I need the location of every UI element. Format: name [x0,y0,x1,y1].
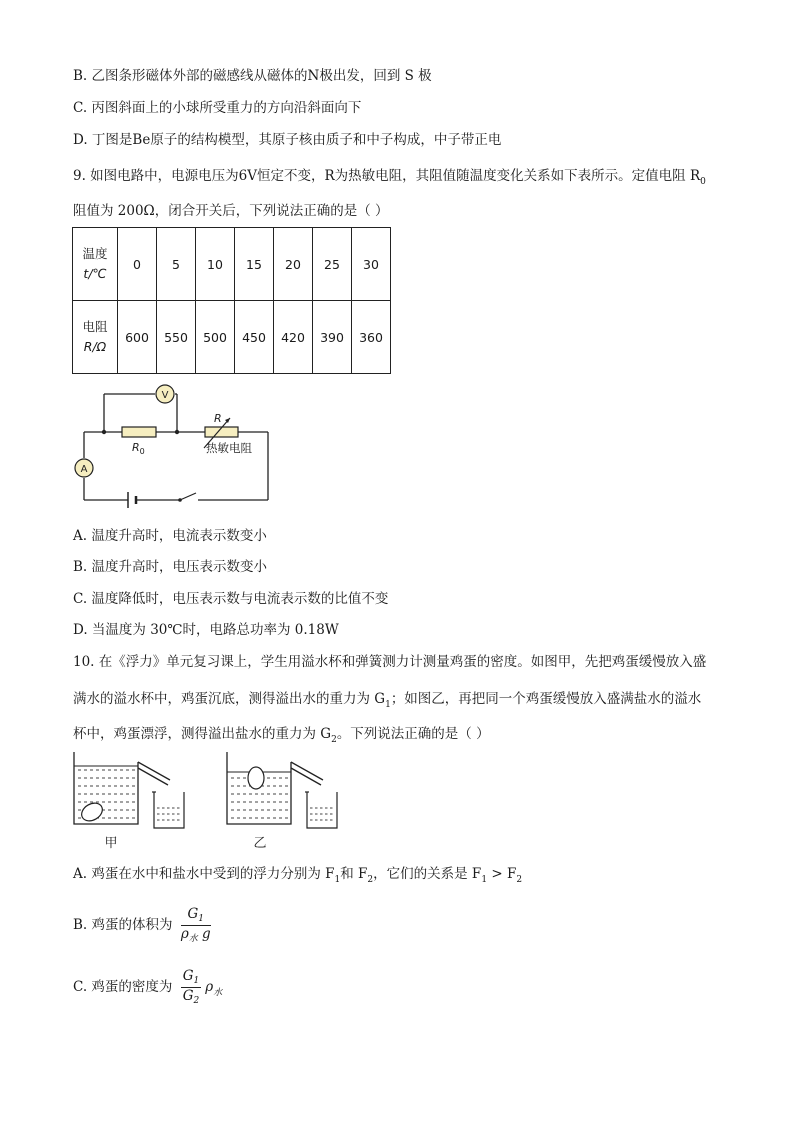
opt-a-sub: 2 [367,875,374,885]
q10-option-c [73,967,222,1009]
table-cell: 550 [157,301,196,374]
thermistor-label: 热敏电阻 [206,441,252,455]
opt-b-text: B. 鸡蛋的体积为 [73,917,173,933]
q9-stem-line1 [73,166,706,188]
figure-jia [74,752,184,851]
table-cell: 25 [313,228,352,301]
opt-c-text: C. 鸡蛋的密度为 [73,979,173,995]
table-header-temperature [73,228,118,301]
table-cell: 390 [313,301,352,374]
table-header-resistance [73,301,118,374]
table-cell: 10 [196,228,235,301]
q10-g2-sub: 2 [331,735,337,745]
fraction-denominator: $G_2$ [182,988,200,1006]
fraction-numerator: $G_1$ [181,906,211,926]
q9-stem-sub: 0 [700,177,706,187]
opt-a-sub: 2 [516,875,523,885]
battery-icon [128,492,136,508]
q10-stem-line3 [73,724,490,746]
rho-water: $\rho_水$ [205,979,223,998]
q10-option-a [73,864,522,886]
table-row-resistance [73,301,391,374]
q9-option-c: C. 温度降低时，电压表示数与电流表示数的比值不变 [73,591,389,607]
circuit-diagram [70,380,280,510]
ammeter-label: A [80,464,88,475]
switch-icon [178,493,196,502]
q9-option-b: B. 温度升高时，电压表示数变小 [73,559,268,575]
egg-icon [78,800,105,825]
q10-option-b [73,905,215,945]
density-fraction [181,968,202,1007]
table-cell: 500 [196,301,235,374]
q10-line2-tail: ；如图乙，再把同一个鸡蛋缓慢放入盛满盐水的溢水 [390,691,702,707]
q10-stem-line2 [73,689,701,711]
volume-fraction [181,906,211,945]
table-row-temperature [73,228,391,301]
table-cell: 30 [352,228,391,301]
opt-a-gt: > F [487,866,517,882]
q9-option-a: A. 温度升高时，电流表示数变小 [73,528,267,544]
header-resist-unit: R/Ω [83,339,107,354]
voltmeter-icon [156,385,174,403]
q9-option-d: D. 当温度为 30℃时，电路总功率为 0.18W [73,622,339,638]
figure-label-jia: 甲 [104,836,118,851]
q10-stem-line1: 10. 在《浮力》单元复习课上，学生用溢水杯和弹簧测力计测量鸡蛋的密度。如图甲，先把鸡蛋缓慢放入盛 [73,654,707,670]
resistor-r0-icon [122,427,156,437]
figure-yi [227,752,337,851]
fraction-numerator: $G_1$ [182,968,200,986]
opt-a-sub: 1 [334,875,341,885]
opt-a-tail: ，它们的关系是 F [373,866,482,882]
q10-line3-text: 杯中，鸡蛋漂浮，测得溢出盐水的重力为 G [73,726,332,742]
q10-g1-sub: 1 [385,700,391,710]
q10-line2-text: 满水的溢水杯中，鸡蛋沉底，测得溢出水的重力为 G [73,691,386,707]
option-c-prev: C. 丙图斜面上的小球所受重力的方向沿斜面向下 [73,100,362,116]
voltmeter-label: V [161,390,169,401]
r0-label: $R_0$ [132,441,145,456]
q9-stem-line2: 阻值为 200Ω，闭合开关后，下列说法正确的是（ ） [73,203,389,219]
ammeter-icon [75,459,93,477]
egg-icon [248,767,264,789]
table-cell: 20 [274,228,313,301]
table-cell: 360 [352,301,391,374]
table-cell: 15 [235,228,274,301]
header-temp-unit: t/℃ [83,266,107,281]
option-b-prev: B. 乙图条形磁体外部的磁感线从磁体的N极出发，回到 S 极 [73,68,432,84]
fraction-denominator: $\rho_水$ g [180,926,211,944]
table-cell: 0 [118,228,157,301]
header-resist-label: 电阻 [82,319,108,334]
opt-a-mid: 和 F [340,866,368,882]
opt-a-text: A. 鸡蛋在水中和盐水中受到的浮力分别为 F [73,866,335,882]
option-d-prev: D. 丁图是Be原子的结构模型，其原子核由质子和中子构成，中子带正电 [73,132,502,148]
opt-a-sub: 1 [481,875,488,885]
temperature-resistance-table [72,227,391,374]
table-cell: 5 [157,228,196,301]
r-label: R [214,412,222,425]
header-temp-label: 温度 [82,246,108,261]
table-cell: 420 [274,301,313,374]
overflow-cup-figures [70,752,360,852]
q10-line3-tail: 。下列说法正确的是（ ） [336,726,490,742]
figure-label-yi: 乙 [253,836,267,851]
q9-stem-text: 9. 如图电路中，电源电压为6V恒定不变，R为热敏电阻，其阻值随温度变化关系如下表所示。定值电阻 R [73,168,701,184]
table-cell: 600 [118,301,157,374]
table-cell: 450 [235,301,274,374]
